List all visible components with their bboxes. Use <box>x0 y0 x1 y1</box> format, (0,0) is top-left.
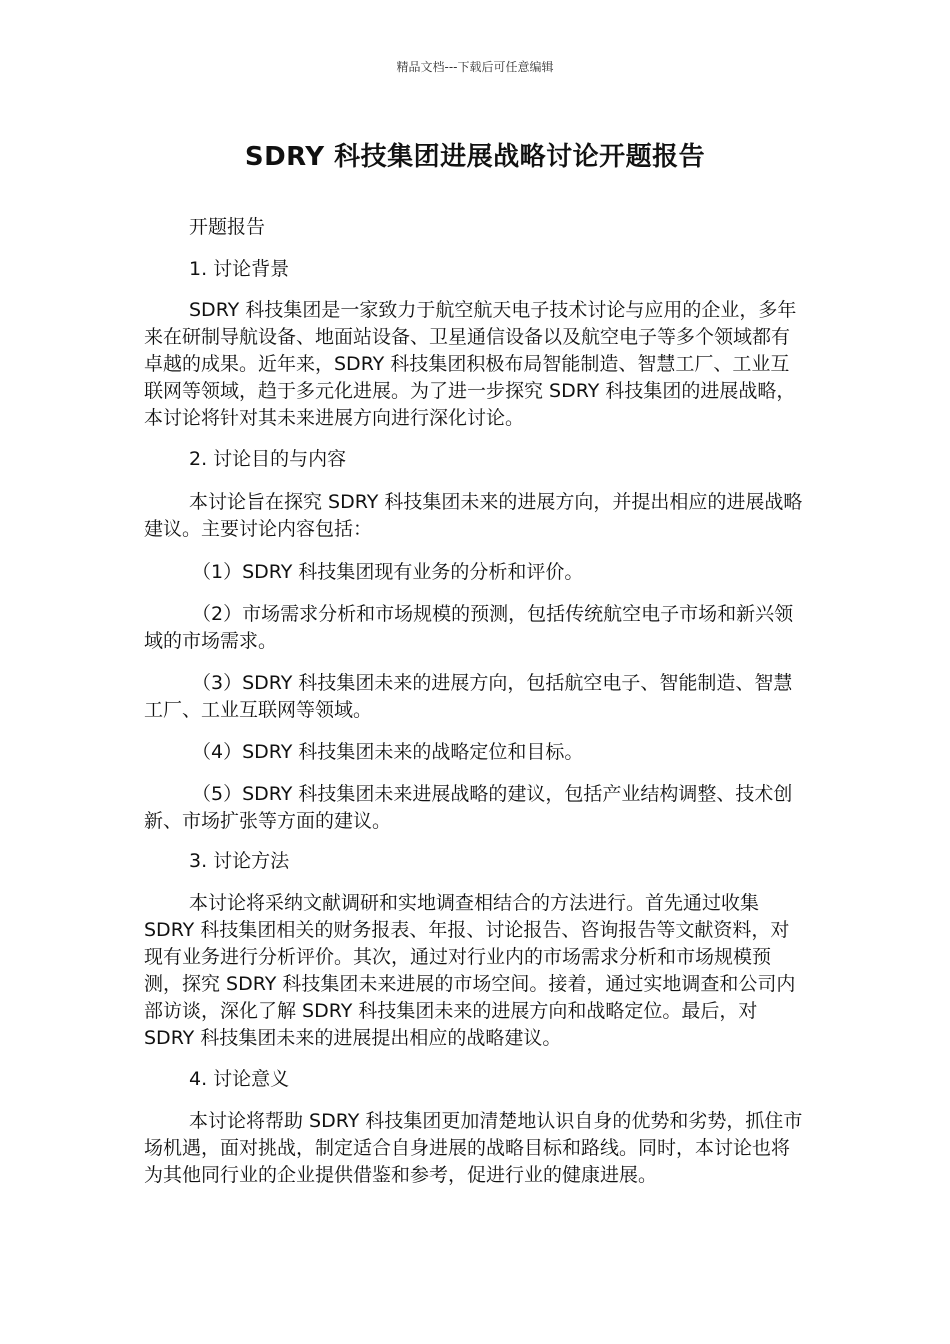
purpose-list-item: （5）SDRY 科技集团未来进展战略的建议，包括产业结构调整、技术创新、市场扩张等方面的建议。 <box>144 783 793 832</box>
purpose-list-item: （4）SDRY 科技集团未来的战略定位和目标。 <box>192 741 584 763</box>
purpose-list-item: （1）SDRY 科技集团现有业务的分析和评价。 <box>192 561 584 583</box>
significance-paragraph: 本讨论将帮助 SDRY 科技集团更加清楚地认识自身的优势和劣势，抓住市场机遇，面对挑战，制定适合自身进展的战略目标和路线。同时，本讨论也将为其他同行业的企业提供借鉴和参考，促进行业的健康进展。 <box>144 1110 803 1186</box>
method-paragraph: 本讨论将采纳文献调研和实地调查相结合的方法进行。首先通过收集 SDRY 科技集团相关的财务报表、年报、讨论报告、咨询报告等文献资料，对现有业务进行分析评价。其次，通过对行业内的市场需求分析和市场规模预测，探究 SDRY 科技集团未来进展的市场空间。接着，通过实地调查和公司内部访谈，深化了解 SDRY 科技集团未来的进展方向和战略定位。最后，对 SDRY 科技集团未来的进展提出相应的战略建议。 <box>144 892 796 1049</box>
section-heading-significance: 4. 讨论意义 <box>189 1068 290 1090</box>
document-body <box>144 214 806 1189</box>
section-heading-purpose: 2. 讨论目的与内容 <box>189 448 347 470</box>
purpose-list-item: （3）SDRY 科技集团未来的进展方向，包括航空电子、智能制造、智慧工厂、工业互联网等领域。 <box>144 672 793 721</box>
section-heading-background: 1. 讨论背景 <box>189 258 290 280</box>
intro-label: 开题报告 <box>189 216 266 238</box>
background-paragraph: SDRY 科技集团是一家致力于航空航天电子技术讨论与应用的企业，多年来在研制导航设备、地面站设备、卫星通信设备以及航空电子等多个领域都有卓越的成果。近年来，SDRY 科技集团积极布局智能制造、智慧工厂、工业互联网等领域，趋于多元化进展。为了进一步探究 SDRY 科技集团的进展战略，本讨论将针对其未来进展方向进行深化讨论。 <box>144 299 797 429</box>
page-title: SDRY 科技集团进展战略讨论开题报告 <box>244 142 706 172</box>
section-heading-method: 3. 讨论方法 <box>189 850 290 872</box>
purpose-list-item: （2）市场需求分析和市场规模的预测，包括传统航空电子市场和新兴领域的市场需求。 <box>144 603 794 652</box>
purpose-paragraph: 本讨论旨在探究 SDRY 科技集团未来的进展方向，并提出相应的进展战略建议。主要讨论内容包括： <box>144 491 803 540</box>
header-note: 精品文档---下载后可任意编辑 <box>396 60 554 74</box>
